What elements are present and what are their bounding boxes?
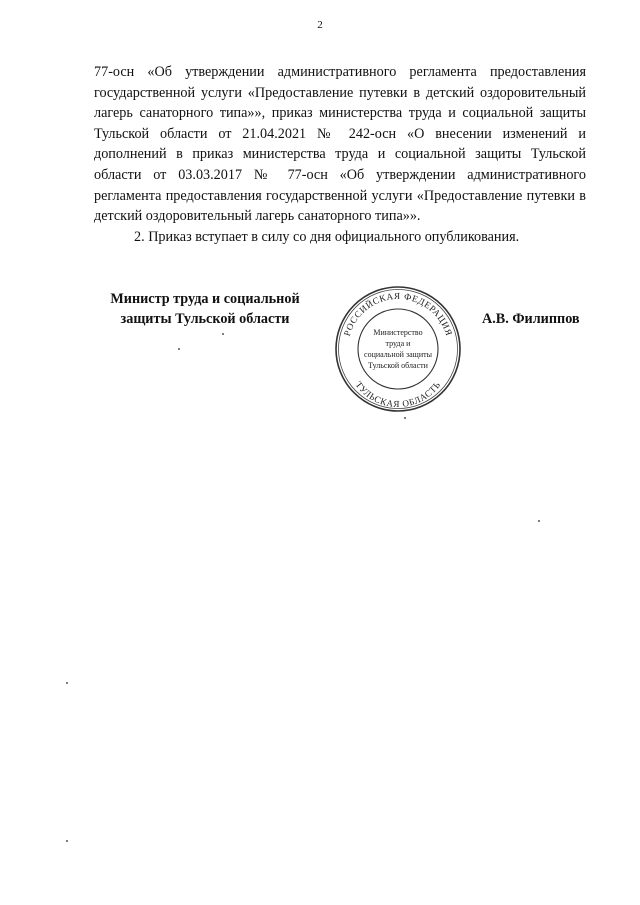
signer-position [96, 289, 314, 329]
seal-center-line3: социальной защиты [364, 350, 432, 359]
seal-center-line1: Министерство [373, 328, 423, 337]
scan-speck [66, 682, 68, 684]
signer-position-line1: Министр труда и социальной [110, 291, 300, 307]
scan-speck [538, 520, 540, 522]
scan-speck [404, 417, 406, 419]
svg-text:ТУЛЬСКАЯ ОБЛАСТЬ [354, 380, 443, 409]
official-seal [332, 285, 464, 413]
page-number: 2 [317, 19, 323, 31]
scan-speck [178, 348, 180, 350]
paragraph-continuation: 77-осн «Об утверждении административного регламента предоставления государственной услуги «Предоставление путевки в детский оздоровительный лагерь санаторного типа»», приказ министерства труда и социальной защиты Тульской области от 21.04.2021 № 242-осн «О внесении изменений и дополнений в приказ министерства труда и социальной защиты Тульской области от 03.03.2017 № 77-осн «Об утверждении административного регламента предоставления государственной услуги «Предоставление путевки в детский оздоровительный лагерь санаторного типа»». [94, 64, 586, 225]
document-body [94, 62, 586, 247]
scan-speck [66, 840, 68, 842]
seal-center-line4: Тульской области [368, 361, 428, 370]
seal-ring-bottom: ТУЛЬСКАЯ ОБЛАСТЬ [353, 379, 443, 410]
scan-speck [222, 333, 224, 335]
seal-ring-top: РОССИЙСКАЯ ФЕДЕРАЦИЯ [341, 290, 455, 338]
paragraph-item-2: 2. Приказ вступает в силу со дня официального опубликования. [134, 228, 520, 245]
seal-center-line2: труда и [385, 339, 411, 348]
signer-position-line2: защиты Тульской области [120, 311, 290, 327]
signer-name: А.В. Филиппов [482, 311, 580, 327]
